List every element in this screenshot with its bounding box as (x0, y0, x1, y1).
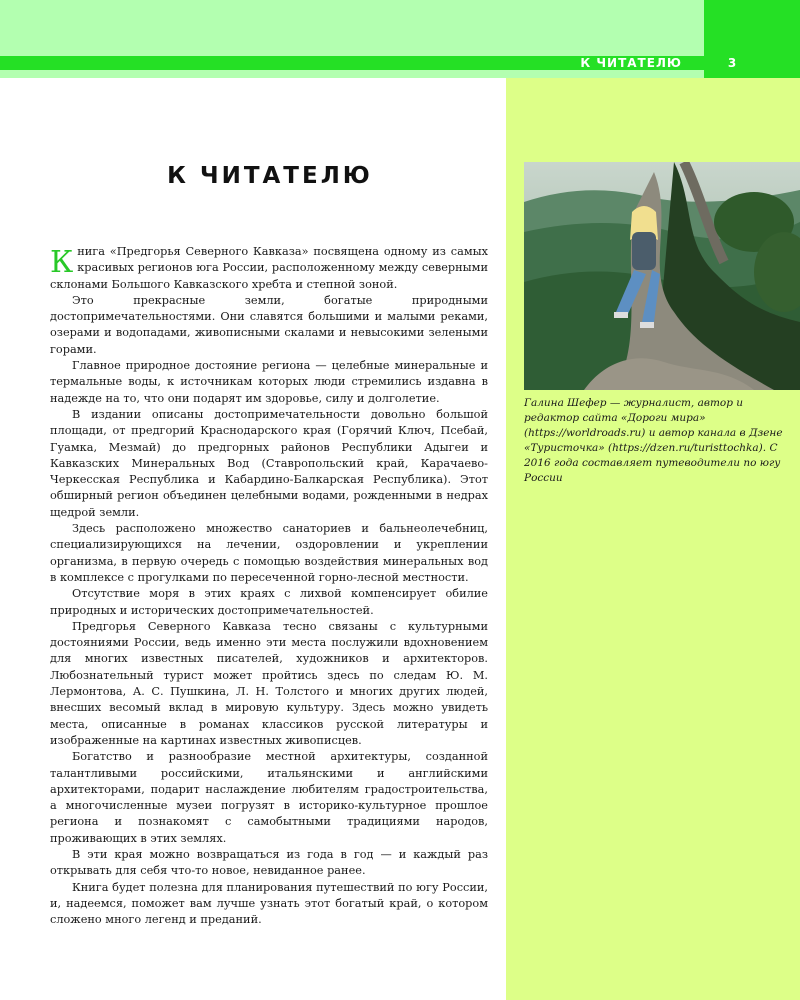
page-number: 3 (727, 56, 737, 70)
drop-cap: К (50, 245, 74, 280)
page-title: К ЧИТАТЕЛЮ (167, 163, 373, 189)
article-paragraph: Отсутствие моря в этих краях с лихвой компенсирует обилие природных и исторических достопримечательностей. (50, 587, 488, 617)
article-body (50, 244, 488, 928)
first-paragraph-text: нига «Предгорья Северного Кавказа» посвящена одному из самых красивых регионов юга России, расположенному между северными склонами Большого Кавказского хребта и степной зоной. (50, 245, 488, 291)
header-light-strip (0, 70, 704, 78)
author-photo (524, 162, 800, 390)
article-paragraph: Главное природное достояние региона — целебные минеральные и термальные воды, к источникам которых люди стремились издавна в надежде на то, что они подарят им здоровье, силу и долголетие. (50, 359, 488, 405)
photo-caption: Галина Шефер — журналист, автор и редактор сайта «Дороги мира» (https://worldroads.ru) и автор канала в Дзене «Туристочка» (https://dzen.ru/turisttochka). С 2016 года составляет путеводители по югу России (524, 397, 783, 484)
article-paragraph: В издании описаны достопримечательности довольно большой площади, от предгорий Краснодарского края (Горячий Ключ, Псебай, Гуамка, Мезмай) до предгорных районов Республики Адыгеи и Кавказских Минеральных Вод (Ставропольский край, Карачаево-Черкесская Республика и Кабардино-Балкарская Республика). Этот обширный регион объединен целебными водами, рожденными в недрах щедрой земли. (50, 407, 488, 519)
article-paragraph: В эти края можно возвращаться из года в год — и каждый раз открывать для себя что-то новое, невиданное ранее. (50, 847, 488, 878)
running-header: К ЧИТАТЕЛЮ (580, 56, 682, 70)
article-paragraph: Это прекрасные земли, богатые природными достопримечательностями. Они славятся большими и малыми реками, озерами и водопадами, живописными скалами и невысокими зелеными горами. (50, 293, 488, 356)
article-paragraph (50, 244, 488, 293)
article-paragraph: Книга будет полезна для планирования путешествий по югу России, и, надеемся, поможет вам лучше узнать этот богатый край, о котором сложено много легенд и преданий. (50, 880, 488, 927)
header-band (0, 0, 704, 56)
article-paragraph: Здесь расположено множество санаториев и бальнеолечебниц, специализирующихся на лечении, оздоровлении и укреплении организма, в первую очередь с помощью воздействия минеральных вод в комплексе с прогулками по пересеченной горно-лесной местности. (50, 522, 488, 584)
article-paragraph: Богатство и разнообразие местной архитектуры, созданной талантливыми российскими, итальянскими и английскими архитекторами, подарит наслаждение любителям градостроительства, а многочисленные музеи погрузят в историко-культурное прошлое региона и познакомят с самобытными традициями народов, проживающих в этих землях. (50, 750, 488, 845)
article-paragraph: Предгорья Северного Кавказа тесно связаны с культурными достояниями России, ведь именно эти места послужили вдохновением для многих известных писателей, художников и архитекторов. Любознательный турист может пройтись здесь по следам Ю. М. Лермонтова, А. С. Пушкина, Л. Н. Толстого и многих других людей, внесших весомый вклад в мировую культуру. Здесь можно увидеть места, описанные в романах классиков русской литературы и изображенные на картинах известных живописцев. (50, 619, 488, 747)
